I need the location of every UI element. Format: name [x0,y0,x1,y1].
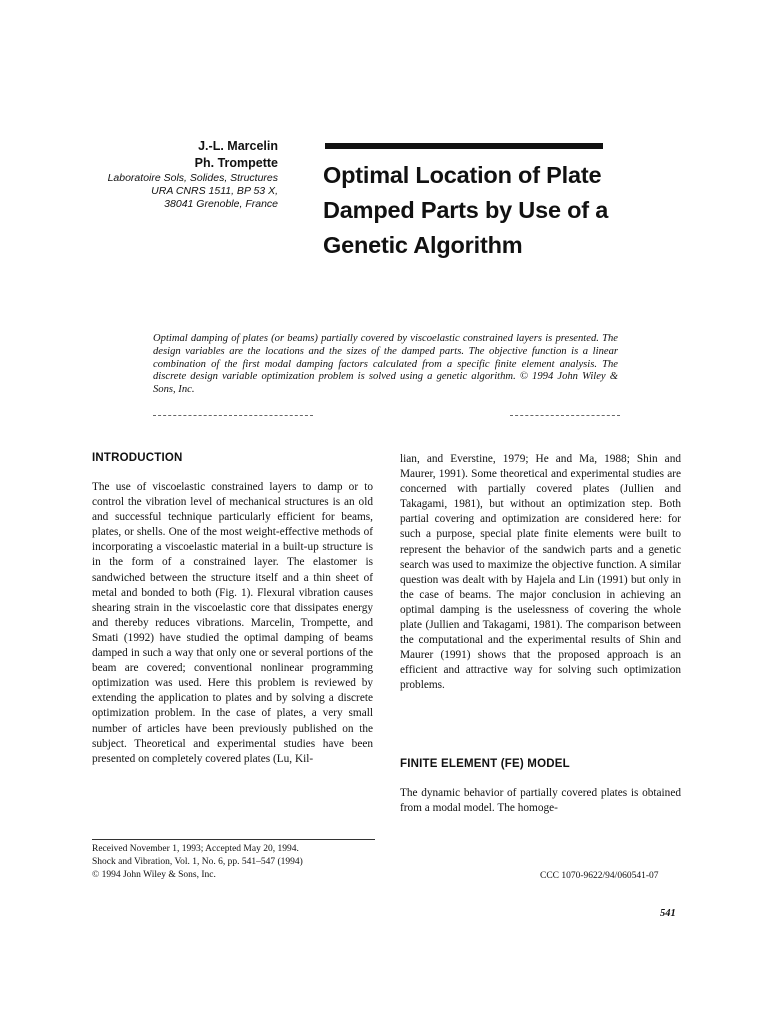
intro-right-column [400,452,681,694]
paragraph: The dynamic behavior of partially covered plates is obtained from a modal model. The homoge- [400,787,681,815]
abstract [153,333,618,397]
paragraph: The use of viscoelastic constrained layers to damp or to control the vibration level of mechanical structures is an old and successful technique particularly efficient for beams, plates, or shells. One of the most weight-effective methods of incorporating a viscoelastic material in a built-up structure is in the form of a constrained layer. The elastomer is sandwiched between the structure itself and a thin sheet of metal and bonded to both (Fig. 1). Flexural vibration causes shearing strain in the viscoelastic core that dissipates energy and thereby reduces vibrations. Marcelin, Trompette, and Smati (1992) have studied the optimal damping of beams damped in such a way that only one or several portions of the beam are covered; conventional nonlinear programming optimization was used. Here this problem is reviewed by extending the application to plates and by solving a discrete optimization problem. In the case of plates, a very small number of articles have been previously published on the subject. Theoretical and experimental studies have been presented on completely covered plates (Lu, Kil- [92,481,373,765]
author-name: J.-L. Marcelin [198,139,278,153]
abstract-rule-left [153,415,313,416]
page-number: 541 [660,908,676,919]
title-line: Damped Parts by Use of a [323,197,609,223]
paragraph: lian, and Everstine, 1979; He and Ma, 1988; Shin and Maurer, 1991). Some theoretical and experimental studies are concerned with partially covered plates (Jullien and Takagami, 1981), but without an optimization step. Both partial covering and optimization are considered here: for such a purpose, special plate finite elements were built to represent the behavior of the sandwich parts and a genetic search was used to maximize the objective function. A similar question was dealt with by Hajela and Lin (1991) but only in the case of beams. The major conclusion in achieving an optimal damping is the uselessness of covering the whole plate (Jullien and Takagami, 1981). The comparison between the computational and the experimental results of Shin and Maurer (1991) shows that the proposed approach is an efficient and attractive way for solving such optimization problems. [400,453,681,692]
title-rule [325,143,603,149]
intro-heading: INTRODUCTION [92,452,183,464]
abstract-text: Optimal damping of plates (or beams) partially covered by viscoelastic constrained layers is presented. The design variables are the locations and the sizes of the damped parts. The objective function is a linear combination of the first modal damping factors calculated from a specific finite element analysis. The discrete design variable optimization problem is solved using a genetic algorithm. [153,333,618,383]
ccc-code: CCC 1070-9622/94/060541-07 [540,871,659,881]
journal-line: Shock and Vibration, Vol. 1, No. 6, pp. 541–547 (1994) [92,857,303,867]
abstract-copyright: © 1994 John Wiley & Sons, Inc. [153,371,619,396]
abstract-rule-right [510,415,620,416]
fe-model-heading: FINITE ELEMENT (FE) MODEL [400,758,570,770]
copyright-line: © 1994 John Wiley & Sons, Inc. [92,870,216,880]
title-line: Genetic Algorithm [323,232,523,258]
author-name: Ph. Trompette [194,156,278,170]
footnote-rule [92,839,375,840]
intro-left-column [92,480,373,767]
fe-model-column [400,786,681,816]
received-line: Received November 1, 1993; Accepted May 20, 1994. [92,844,299,854]
paper-title [323,158,723,263]
author-block [60,138,278,211]
affiliation-line: 38041 Grenoble, France [164,198,278,210]
title-line: Optimal Location of Plate [323,162,602,188]
affiliation-line: Laboratoire Sols, Solides, Structures [107,172,278,184]
footnote [92,843,392,882]
affiliation-line: URA CNRS 1511, BP 53 X, [151,185,278,197]
